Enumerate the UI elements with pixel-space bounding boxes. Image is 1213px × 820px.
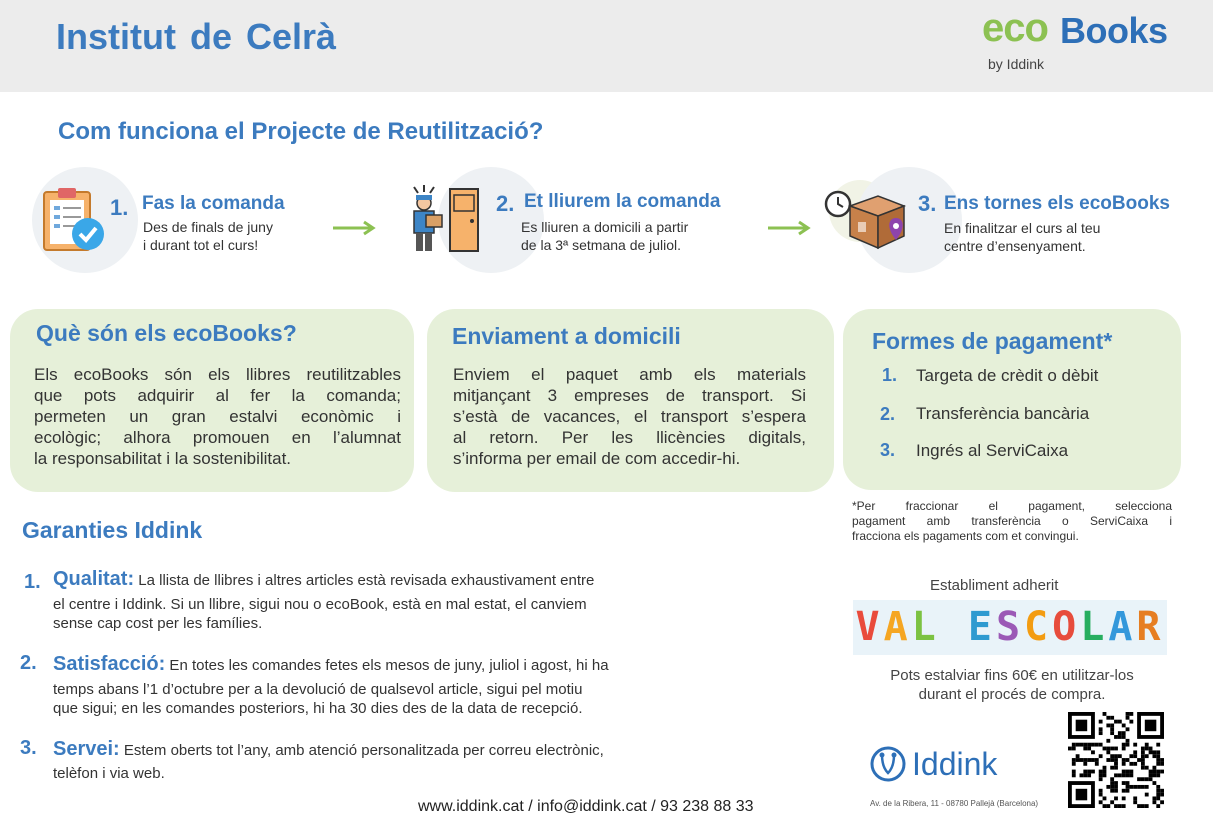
guarantee-line: telèfon i via web. [53,765,165,782]
what-are-line: permeten un gran estalvi econòmic i [34,407,401,426]
established-label: Establiment adherit [930,577,1059,594]
what-are-text [34,364,401,469]
page-header [0,0,1213,92]
guarantee-number: 2. [20,652,37,674]
guarantees-title: Garanties Iddink [22,517,203,543]
guarantee-number: 1. [24,571,41,593]
step-2-title: Et lliurem la comanda [524,191,721,212]
payment-title: Formes de pagament* [872,328,1113,354]
qr-code-icon[interactable] [1068,712,1164,808]
what-are-line: que pots adquirir al fer la comanda; [34,386,401,405]
step-3-text-line: centre d’ensenyament. [944,238,1086,254]
guarantee-quality-head: Qualitat: [53,568,135,590]
payment-number: 2. [880,404,896,424]
iddink-brand: Iddink [912,746,998,782]
guarantee-line: temps abans l’1 d’octubre per a la devolució de qualsevol article, sigui pel motiu [53,681,583,698]
payment-option-servicaixa: Ingrés al ServiCaixa [916,441,1069,460]
ecobooks-logo[interactable] [982,6,1192,76]
what-are-line: la responsabilitat i la sostenibilitat. [34,449,292,468]
payment-note-line: *Per fraccionar el pagament, selecciona [852,499,1172,513]
delivery-text [453,364,806,469]
payment-note [852,499,1172,544]
guarantee-line: el centre i Iddink. Si un llibre, sigui nou o ecoBook, està en mal estat, el canviem [53,596,587,613]
iddink-logo-icon [870,745,906,783]
guarantee-quality-first-line [53,568,594,591]
payment-note-line: fracciona els pagaments com et convingui. [852,529,1079,543]
step-2-text-line: de la 3ª setmana de juliol. [521,237,682,253]
step-3-number: 3. [918,191,937,216]
guarantee-satisfaction-first-line [53,653,609,676]
step-1-title: Fas la comanda [142,193,285,214]
logo-eco-text: eco [982,6,1048,50]
footer-contact[interactable]: www.iddink.cat / info@iddink.cat / 93 238 88 33 [418,798,754,815]
savings-line: durant el procés de compra. [918,686,1106,703]
arrow-right-icon [768,220,812,236]
delivery-line: Enviem el paquet amb els materials [453,365,806,384]
guarantee-satisfaction-text: En totes les comandes fetes els mesos de juny, juliol i agost, hi ha [165,657,609,674]
payment-number: 1. [882,365,898,385]
package-return-icon [824,188,910,252]
val-escolar-logo [853,600,1167,655]
delivery-line: s’informa per email de com accedir-hi. [453,449,741,468]
clipboard-check-icon [40,186,108,256]
payment-option-card: Targeta de crèdit o dèbit [916,366,1099,385]
iddink-address: Av. de la Ribera, 11 - 08780 Pallejà (Barcelona) [870,799,1039,808]
payment-number: 3. [880,440,896,460]
guarantee-service-first-line [53,738,604,761]
guarantee-service-head: Servei: [53,738,120,760]
payment-option-transfer: Transferència bancària [916,404,1090,423]
what-are-line: Els ecoBooks són els llibres reutilitzables [34,365,401,384]
step-2-text-line: Es lliuren a domicili a partir [521,219,689,235]
logo-by-text: by Iddink [988,56,1045,72]
val-escolar-logo-text: VAL ESCOLAR [855,604,1165,650]
step-3-text-line: En finalitzar el curs al teu [944,220,1101,236]
guarantee-number: 3. [20,737,37,759]
what-are-line: ecològic; alhora promouen en l’alumnat [34,428,401,447]
arrow-right-icon [333,220,377,236]
savings-text [850,666,1174,704]
guarantee-service-text: Estem oberts tot l’any, amb atenció personalitzada per correu electrònic, [119,742,604,759]
delivery-title: Enviament a domicili [452,323,681,349]
delivery-person-icon [406,183,480,255]
step-1-number: 1. [110,195,129,220]
school-name: Institut de Celrà [56,16,337,57]
delivery-line: mitjançant 3 empreses de transport. Si [453,386,806,405]
guarantee-line: sense cap cost per les famílies. [53,615,263,632]
guarantee-quality-text: La llista de llibres i altres articles està revisada exhaustivament entre [134,572,595,589]
step-1-text-line: Des de finals de juny [143,219,273,235]
delivery-line: s’està de vacances, el transport s’espera [453,407,806,426]
delivery-line: al retorn. Per les llicències digitals, [453,428,806,447]
step-2-number: 2. [496,191,515,216]
how-it-works-title: Com funciona el Projecte de Reutilització? [58,118,544,145]
payment-note-line: pagament amb transferència o ServiCaixa i [852,514,1172,528]
savings-line: Pots estalviar fins 60€ en utilitzar-los [890,667,1134,684]
step-3-title: Ens tornes els ecoBooks [944,193,1170,214]
guarantee-line: que sigui; en les comandes posteriors, hi ha 30 dies des de la data de recepció. [53,700,583,717]
step-1-text-line: i durant tot el curs! [143,237,259,253]
logo-books-text: Books [1060,10,1168,51]
what-are-title: Què són els ecoBooks? [36,320,297,346]
guarantee-satisfaction-head: Satisfacció: [53,653,166,675]
